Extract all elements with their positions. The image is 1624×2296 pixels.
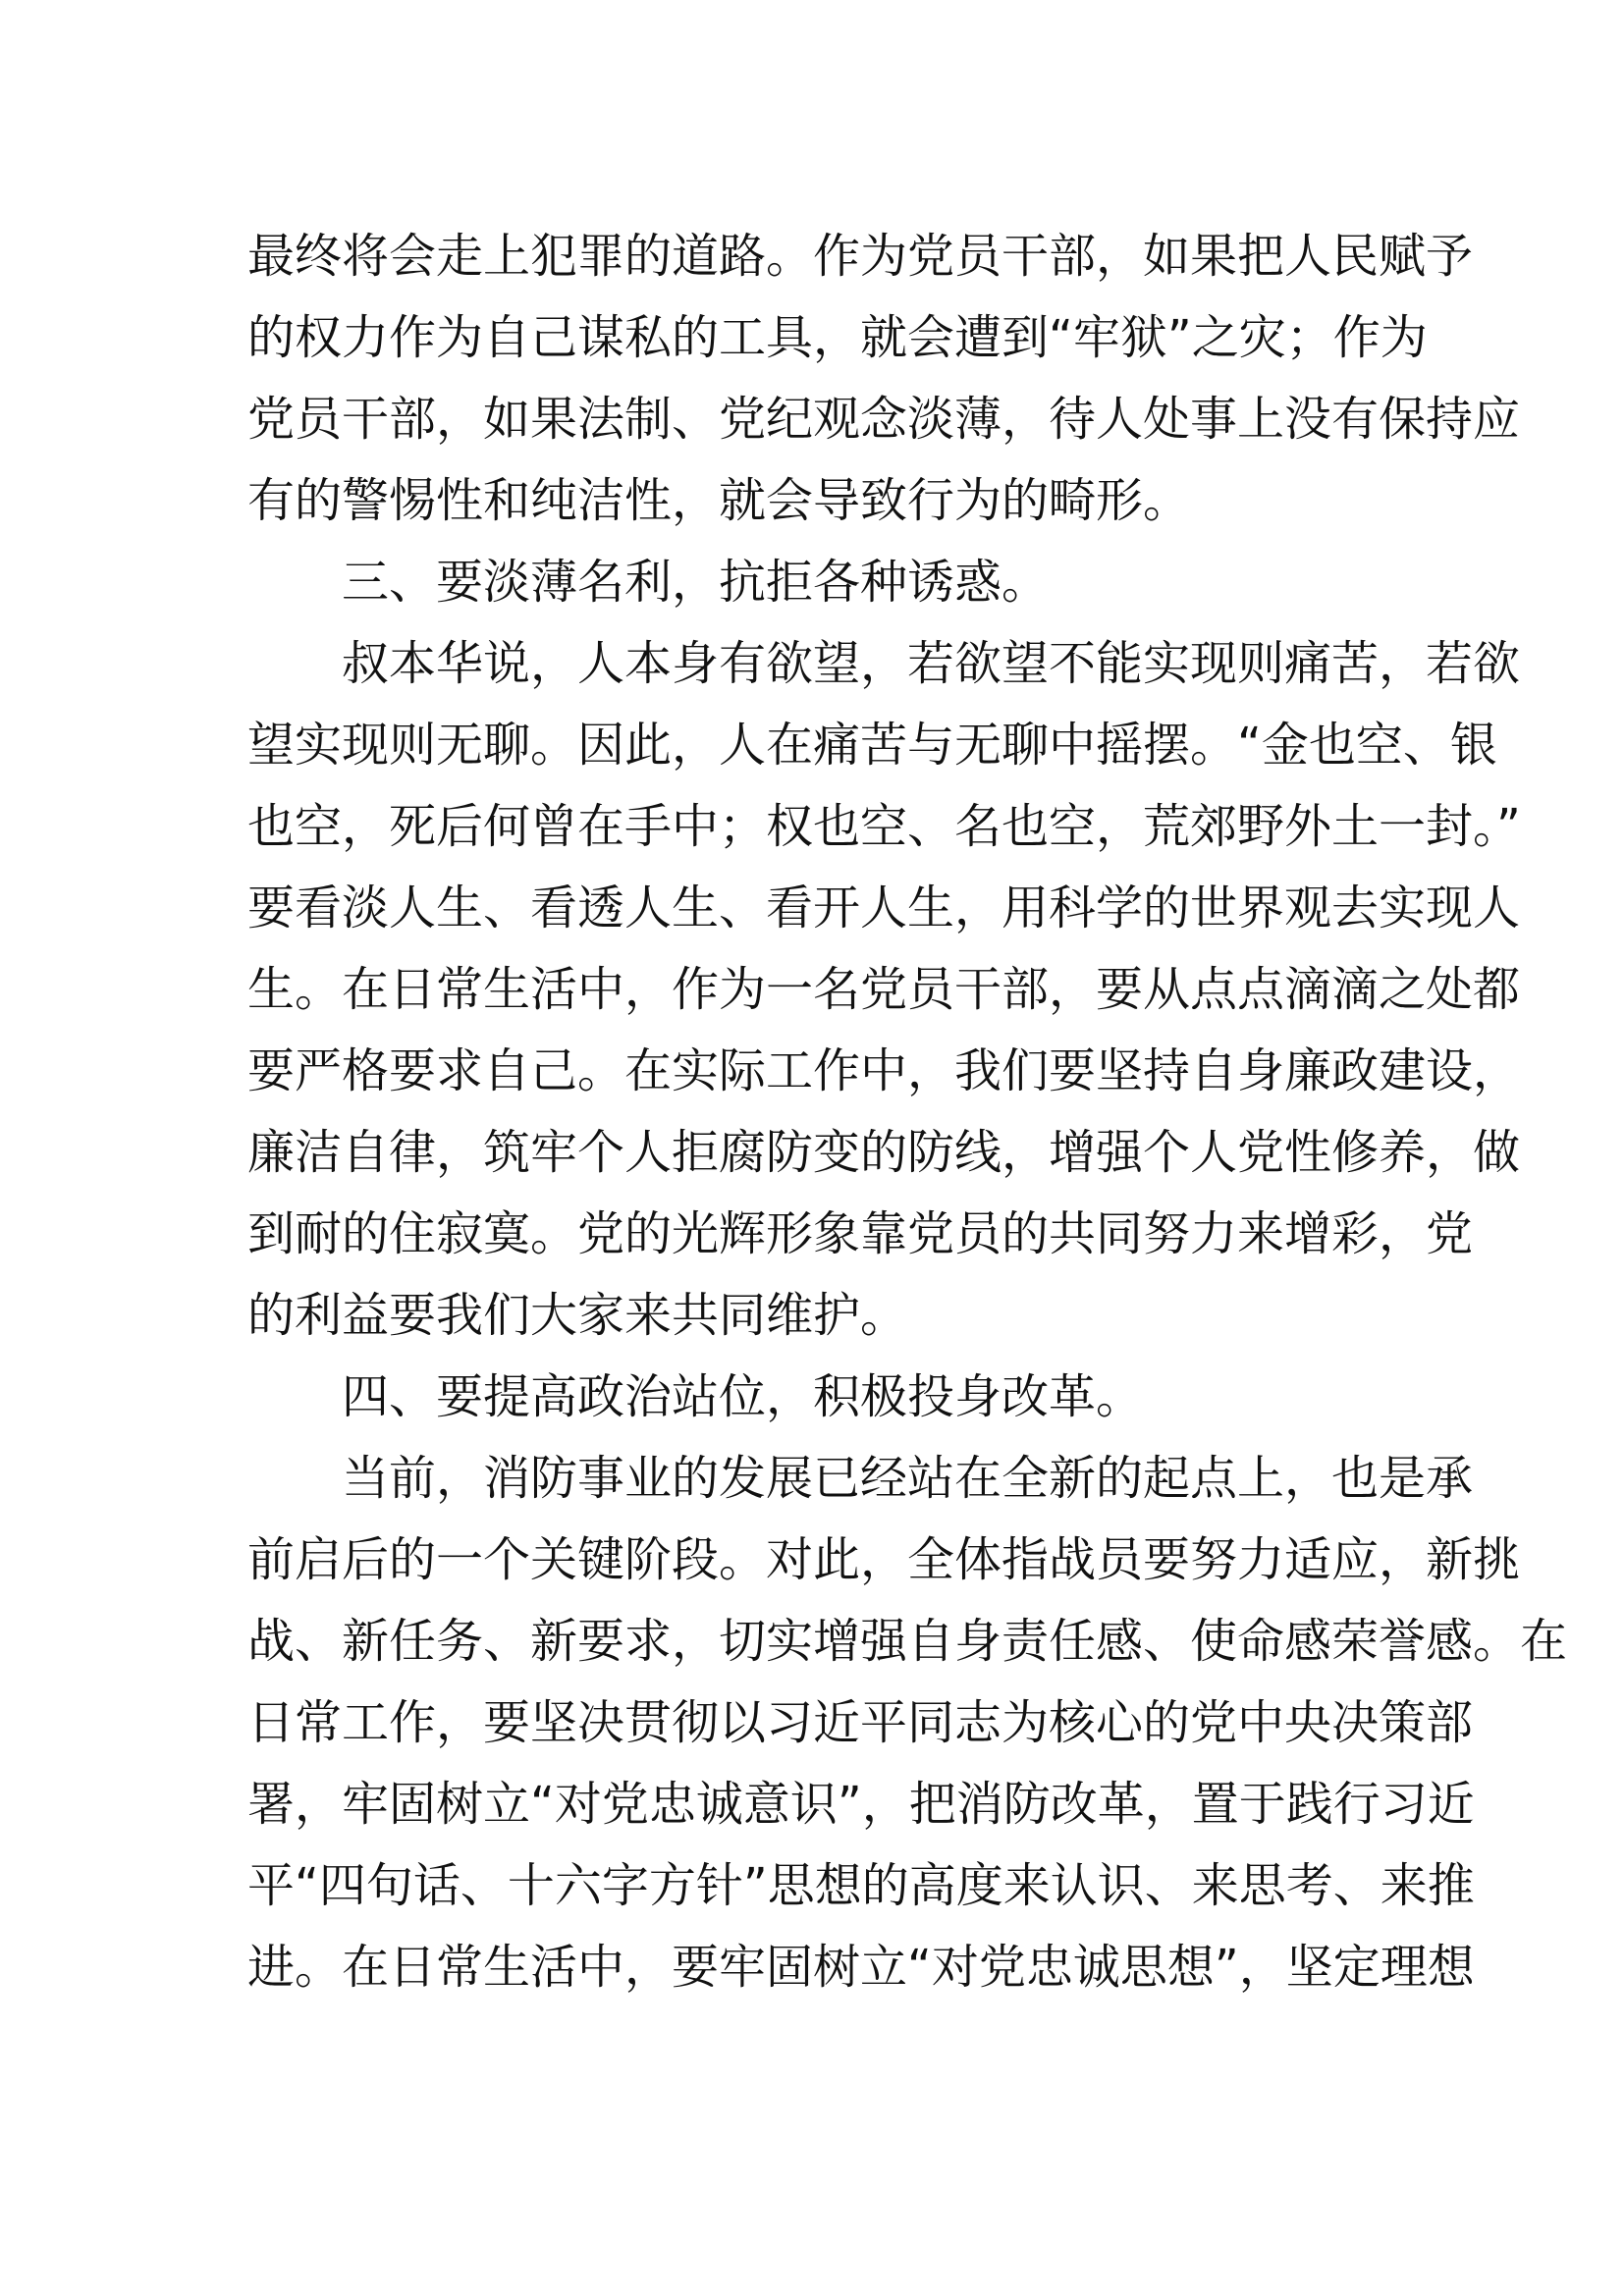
text-line: 最终将会走上犯罪的道路。作为党员干部，如果把人民赋予	[247, 229, 1474, 284]
text-line: 前启后的一个关键阶段。对此，全体指战员要努力适应，新挑	[247, 1532, 1521, 1587]
text-line: 要严格要求自己。在实际工作中，我们要坚持自身廉政建设，	[247, 1043, 1521, 1098]
text-line: 叔本华说，人本身有欲望，若欲望不能实现则痛苦，若欲	[342, 636, 1521, 691]
text-line: 的权力作为自己谋私的工具，就会遭到“牢狱”之灾；作为	[247, 310, 1428, 365]
text-line: 要看淡人生、看透人生、看开人生，用科学的世界观去实现人	[247, 881, 1521, 935]
paragraph	[247, 623, 1521, 1357]
text-line: 望实现则无聊。因此，人在痛苦与无聊中摇摆。“金也空、银	[247, 718, 1497, 773]
text-line: 战、新任务、新要求，切实增强自身责任感、使命感荣誉感。在	[247, 1614, 1568, 1669]
paragraph	[247, 216, 1521, 542]
text-line: 生。在日常生活中，作为一名党员干部，要从点点滴滴之处都	[247, 962, 1521, 1017]
text-line: 也空，死后何曾在手中；权也空、名也空，荒郊野外土一封。”	[247, 799, 1521, 854]
section-heading: 四、要提高政治站位，积极投身改革。	[342, 1369, 1144, 1424]
text-line: 到耐的住寂寞。党的光辉形象靠党员的共同努力来增彩，党	[247, 1206, 1474, 1261]
text-line: 日常工作，要坚决贯彻以习近平同志为核心的党中央决策部	[247, 1695, 1474, 1750]
text-line: 党员干部，如果法制、党纪观念淡薄，待人处事上没有保持应	[247, 392, 1521, 447]
text-line: 署，牢固树立“对党忠诚意识”，把消防改革，置于践行习近	[247, 1777, 1475, 1832]
text-line: 的利益要我们大家来共同维护。	[247, 1288, 908, 1343]
document-page	[247, 216, 1568, 2008]
text-line: 平“四句话、十六字方针”思想的高度来认识、来思考、来推	[247, 1858, 1475, 1913]
text-line: 进。在日常生活中，要牢固树立“对党忠诚思想”，坚定理想	[247, 1940, 1475, 1995]
text-line: 有的警惕性和纯洁性，就会导致行为的畸形。	[247, 473, 1191, 528]
text-line: 廉洁自律，筑牢个人拒腐防变的防线，增强个人党性修养，做	[247, 1125, 1521, 1180]
text-line: 当前，消防事业的发展已经站在全新的起点上，也是承	[342, 1451, 1474, 1506]
paragraph	[247, 1438, 1568, 2008]
section-heading: 三、要淡薄名利，抗拒各种诱惑。	[342, 555, 1050, 610]
